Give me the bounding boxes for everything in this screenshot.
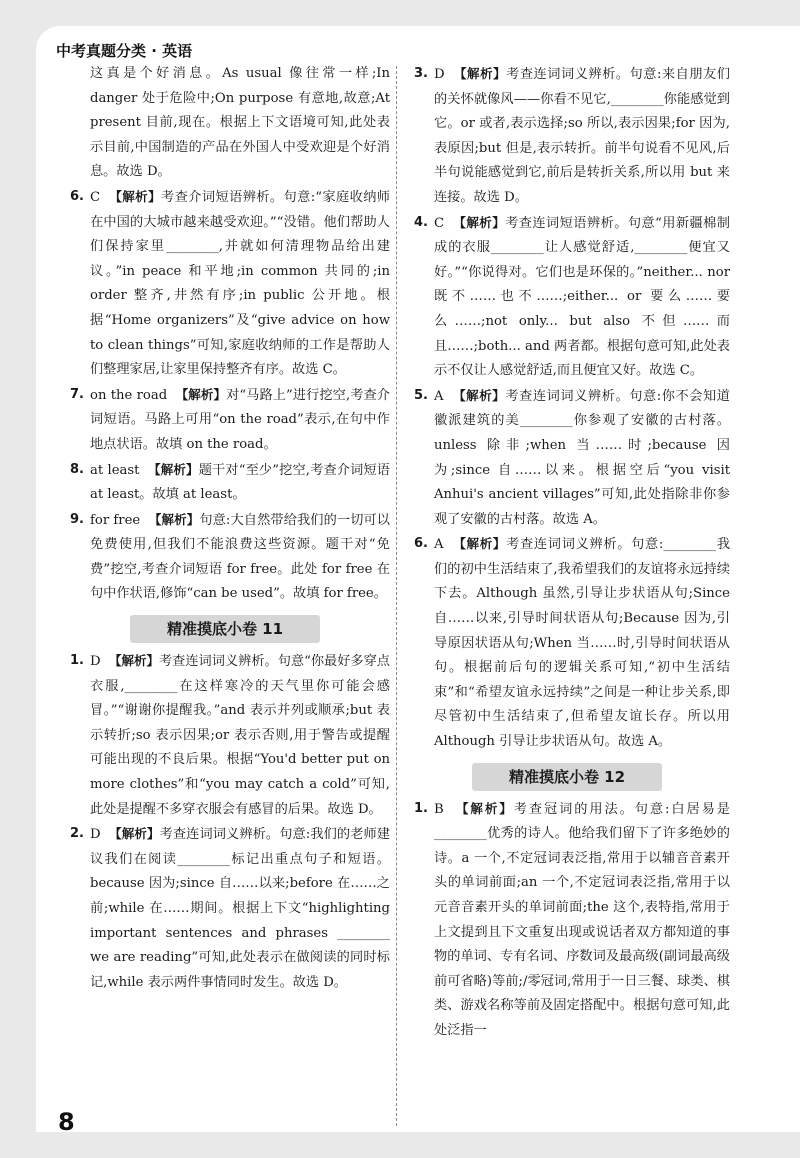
answer-item xyxy=(60,822,390,995)
item-answer: B xyxy=(434,801,444,817)
analysis-tag: 【解析】 xyxy=(109,188,162,204)
column-divider xyxy=(396,66,397,1126)
analysis-tag: 【解析】 xyxy=(148,511,200,527)
item-number: 9. xyxy=(70,511,84,527)
answer-item xyxy=(60,458,390,508)
right-items xyxy=(404,62,730,755)
answer-item xyxy=(60,383,390,458)
item-text: 考查介词短语辨析。句意:“家庭收纳师在中国的大城市越来越受欢迎。”“没错。他们帮助人们保持家里________,并就如何清理物品给出建议。”in peace 和平地;in common 共同的;in order 整齐,井然有序;in public 公开地。根据“Home organizers”及“give advice on how to clean things”可知,家庭收纳师的工作是帮助人们整理家居,让家里保持整齐有序。故选 C。 xyxy=(90,189,390,378)
answer-item xyxy=(60,185,390,383)
item-number: 6. xyxy=(70,188,84,204)
item-answer: for free xyxy=(90,512,141,528)
answer-item xyxy=(404,384,730,533)
analysis-tag: 【解析】 xyxy=(454,66,507,81)
item-number: 8. xyxy=(70,461,84,477)
answer-item xyxy=(404,62,730,211)
analysis-tag: 【解析】 xyxy=(453,214,506,230)
analysis-tag: 【解析】 xyxy=(109,826,160,842)
analysis-tag: 【解析】 xyxy=(455,800,514,816)
item-number: 5. xyxy=(414,387,428,403)
running-header: 中考真题分类 · 英语 xyxy=(56,42,193,60)
item-text: 考查冠词的用法。句意:白居易是________优秀的诗人。他给我们留下了许多绝妙的诗。a 一个,不定冠词表泛指,常用于以辅音音素开头的单词前面;an 一个,不定冠词表泛指,常用于以元音音素开头的单词前面;the 这个,表特指,常用于上文提到且下文重复出现或说话者双方都知道的事物的单词、专有名词、序数词及最高级(副词最高级前可省略)等前;/零冠词,常用于一日三餐、球类、棋类、游戏名称等前及固定搭配中。根据句意可知,此处泛指一 xyxy=(434,801,730,1038)
page-number: 8 xyxy=(58,1108,75,1136)
analysis-tag: 【解析】 xyxy=(175,386,227,402)
item-answer: on the road xyxy=(90,387,168,403)
item-text: 考查连词词义辨析。句意:你不会知道徽派建筑的美________你参观了安徽的古村落。unless 除非;when 当……时;because 因为;since 自……以来。根据空后“you visit Anhui's ancient villages”可知,此处指除非你参观了安徽的古村落。故选 A。 xyxy=(434,388,730,527)
answer-item xyxy=(404,532,730,754)
item-answer: C xyxy=(434,215,445,231)
right-items-section xyxy=(404,797,730,1044)
answer-item xyxy=(404,797,730,1044)
item-number: 6. xyxy=(414,536,428,552)
item-answer: A xyxy=(434,537,444,553)
item-number: 4. xyxy=(414,214,428,230)
right-column xyxy=(404,62,730,1044)
item-text: 考查连词词义辨析。句意:我们的老师建议我们在阅读________标记出重点句子和短语。because 因为;since 自……以来;before 在……之前;while 在……期间。根据上下文“highlighting important sentences and phrases ________ we are reading”可知,此处表示在做阅读的同时标记,while 表示两件事情同时发生。故选 D。 xyxy=(90,827,390,990)
left-items-section xyxy=(60,649,390,995)
analysis-tag: 【解析】 xyxy=(148,461,199,477)
item-number: 2. xyxy=(70,826,84,842)
item-answer: D xyxy=(434,67,445,82)
item-text: 题干对“至少”挖空,考查介词短语 at least。故填 at least。 xyxy=(90,462,390,503)
item-text: 考查连词词义辨析。句意“你最好多穿点衣服,________在这样寒冷的天气里你可能会感冒。”“谢谢你提醒我。”and 表示并列或顺承;but 表示转折;so 表示因果;or 表示否则,用于警告或提醒可能出现的不良后果。根据“You'd better put on more clothes”和“you may catch a cold”可知,此处是提醒不多穿衣服会有感冒的后果。故选 D。 xyxy=(90,654,390,817)
item-text: 考查连词短语辨析。句意“用新疆棉制成的衣服________让人感觉舒适,________便宜又好。”“你说得对。它们也是环保的。”neither... nor 既不……也不……;either... or 要么……要么……;not only... but also 不但……而且……;both... and 两者都。根据句意可知,此处表示不仅让人感觉舒适,而且便宜又好。故选 C。 xyxy=(434,215,730,379)
item-text: 句意:大自然带给我们的一切可以免费使用,但我们不能浪费这些资源。题干对“免费”挖空,考查介词短语 for free。此处 for free 在句中作状语,修饰“can be used”。故填 for free。 xyxy=(90,512,390,602)
item-answer: A xyxy=(434,388,444,404)
left-items xyxy=(60,185,390,607)
analysis-tag: 【解析】 xyxy=(453,387,506,403)
item-number: 1. xyxy=(70,653,84,669)
analysis-tag: 【解析】 xyxy=(453,536,507,552)
item-number: 1. xyxy=(414,800,428,816)
continued-text: 这真是个好消息。As usual 像往常一样;In danger 处于危险中;On purpose 有意地,故意;At present 目前,现在。根据上下文语境可知,此处表示目前,中国制造的产品在外国人中受欢迎是个好消息。故选 D。 xyxy=(90,66,390,180)
item-answer: C xyxy=(90,189,101,205)
section-title: 精准摸底小卷 11 xyxy=(130,615,320,643)
analysis-tag: 【解析】 xyxy=(108,653,159,669)
answer-item xyxy=(60,508,390,607)
item-text: 考查连词词义辨析。句意:________我们的初中生活结束了,我希望我们的友谊将永远持续下去。Although 虽然,引导让步状语从句;Since 自……以来,引导时间状语从句;Because 因为,引导原因状语从句;When 当……时,引导时间状语从句。根据前后句的逻辑关系可知,“初中生活结束”和“希望友谊永远持续”之间是一种让步关系,即尽管初中生活结束了,但希望友谊长存。所以用 Although 引导让步状语从句。故选 A。 xyxy=(434,537,730,750)
answer-item xyxy=(404,211,730,384)
item-number: 3. xyxy=(414,66,428,81)
item-answer: D xyxy=(90,654,101,670)
item-text: 对“马路上”进行挖空,考查介词短语。马路上可用“on the road”表示,在句中作地点状语。故填 on the road。 xyxy=(90,387,390,452)
item-answer: D xyxy=(90,827,101,843)
item-answer: at least xyxy=(90,462,140,478)
item-text: 考查连词词义辨析。句意:来自朋友们的关怀就像风——你看不见它,________你能感觉到它。or 或者,表示选择;so 所以,表示因果;for 因为,表原因;but 但是,表示转折。前半句说看不见风,后半句说能感觉到它,前后是转折关系,所以用 but 来连接。故选 D。 xyxy=(434,67,730,205)
left-column xyxy=(60,62,390,995)
answer-item xyxy=(60,649,390,822)
item-number: 7. xyxy=(70,386,84,402)
section-title: 精准摸底小卷 12 xyxy=(472,763,662,791)
